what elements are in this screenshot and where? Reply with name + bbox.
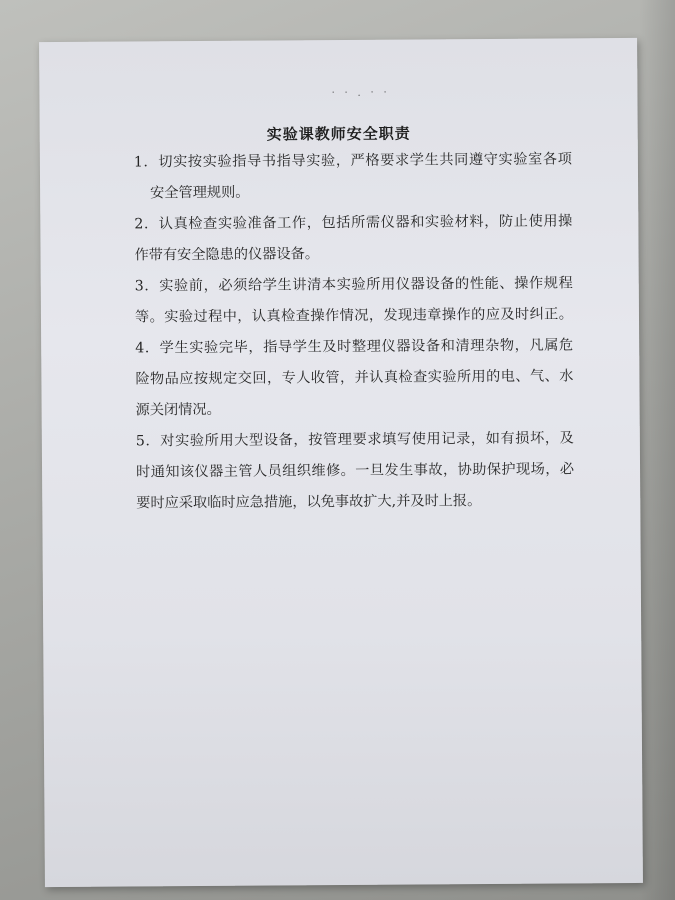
paragraph-line: 2．认真检查实验准备工作，包括所需仪器和实验材料，防止使用操 xyxy=(134,213,573,233)
document-body xyxy=(134,144,575,519)
document-title: 实验课教师安全职责 xyxy=(266,124,411,144)
paragraph-line: 时通知该仪器主管人员组织维修。一旦发生事故，协助保护现场，必 xyxy=(136,461,575,481)
paragraph-3 xyxy=(135,268,573,333)
paper-sheet xyxy=(39,38,643,887)
paragraph-line: 源关闭情况。 xyxy=(135,401,221,419)
paragraph-line: 等。实验过程中，认真检查操作情况，发现违章操作的应及时纠正。 xyxy=(134,306,574,326)
paragraph-line: 要时应采取临时应急措施，以免事故扩大,并及时上报。 xyxy=(136,493,482,512)
header-mark: · · . · · xyxy=(331,85,390,100)
background-shadow xyxy=(639,0,675,900)
paragraph-line: 4．学生实验完毕，指导学生及时整理仪器设备和清理杂物，凡属危 xyxy=(135,337,574,357)
paragraph-line: 1．切实按实验指导书指导实验，严格要求学生共同遵守实验室各项 xyxy=(133,151,572,171)
paragraph-2 xyxy=(134,206,572,271)
paragraph-line: 安全管理规则。 xyxy=(150,184,250,202)
paragraph-line: 3．实验前，必须给学生讲清本实验所用仪器设备的性能、操作规程 xyxy=(134,275,573,295)
paragraph-line: 作带有安全隐患的仪器设备。 xyxy=(134,246,320,264)
paragraph-5 xyxy=(136,423,575,519)
paragraph-1 xyxy=(134,144,572,209)
paragraph-4 xyxy=(135,330,574,426)
paragraph-line: 险物品应按规定交回，专人收管，并认真检查实验所用的电、气、水 xyxy=(135,368,574,388)
paragraph-line: 5．对实验所用大型设备，按管理要求填写使用记录，如有损坏，及 xyxy=(135,430,574,450)
